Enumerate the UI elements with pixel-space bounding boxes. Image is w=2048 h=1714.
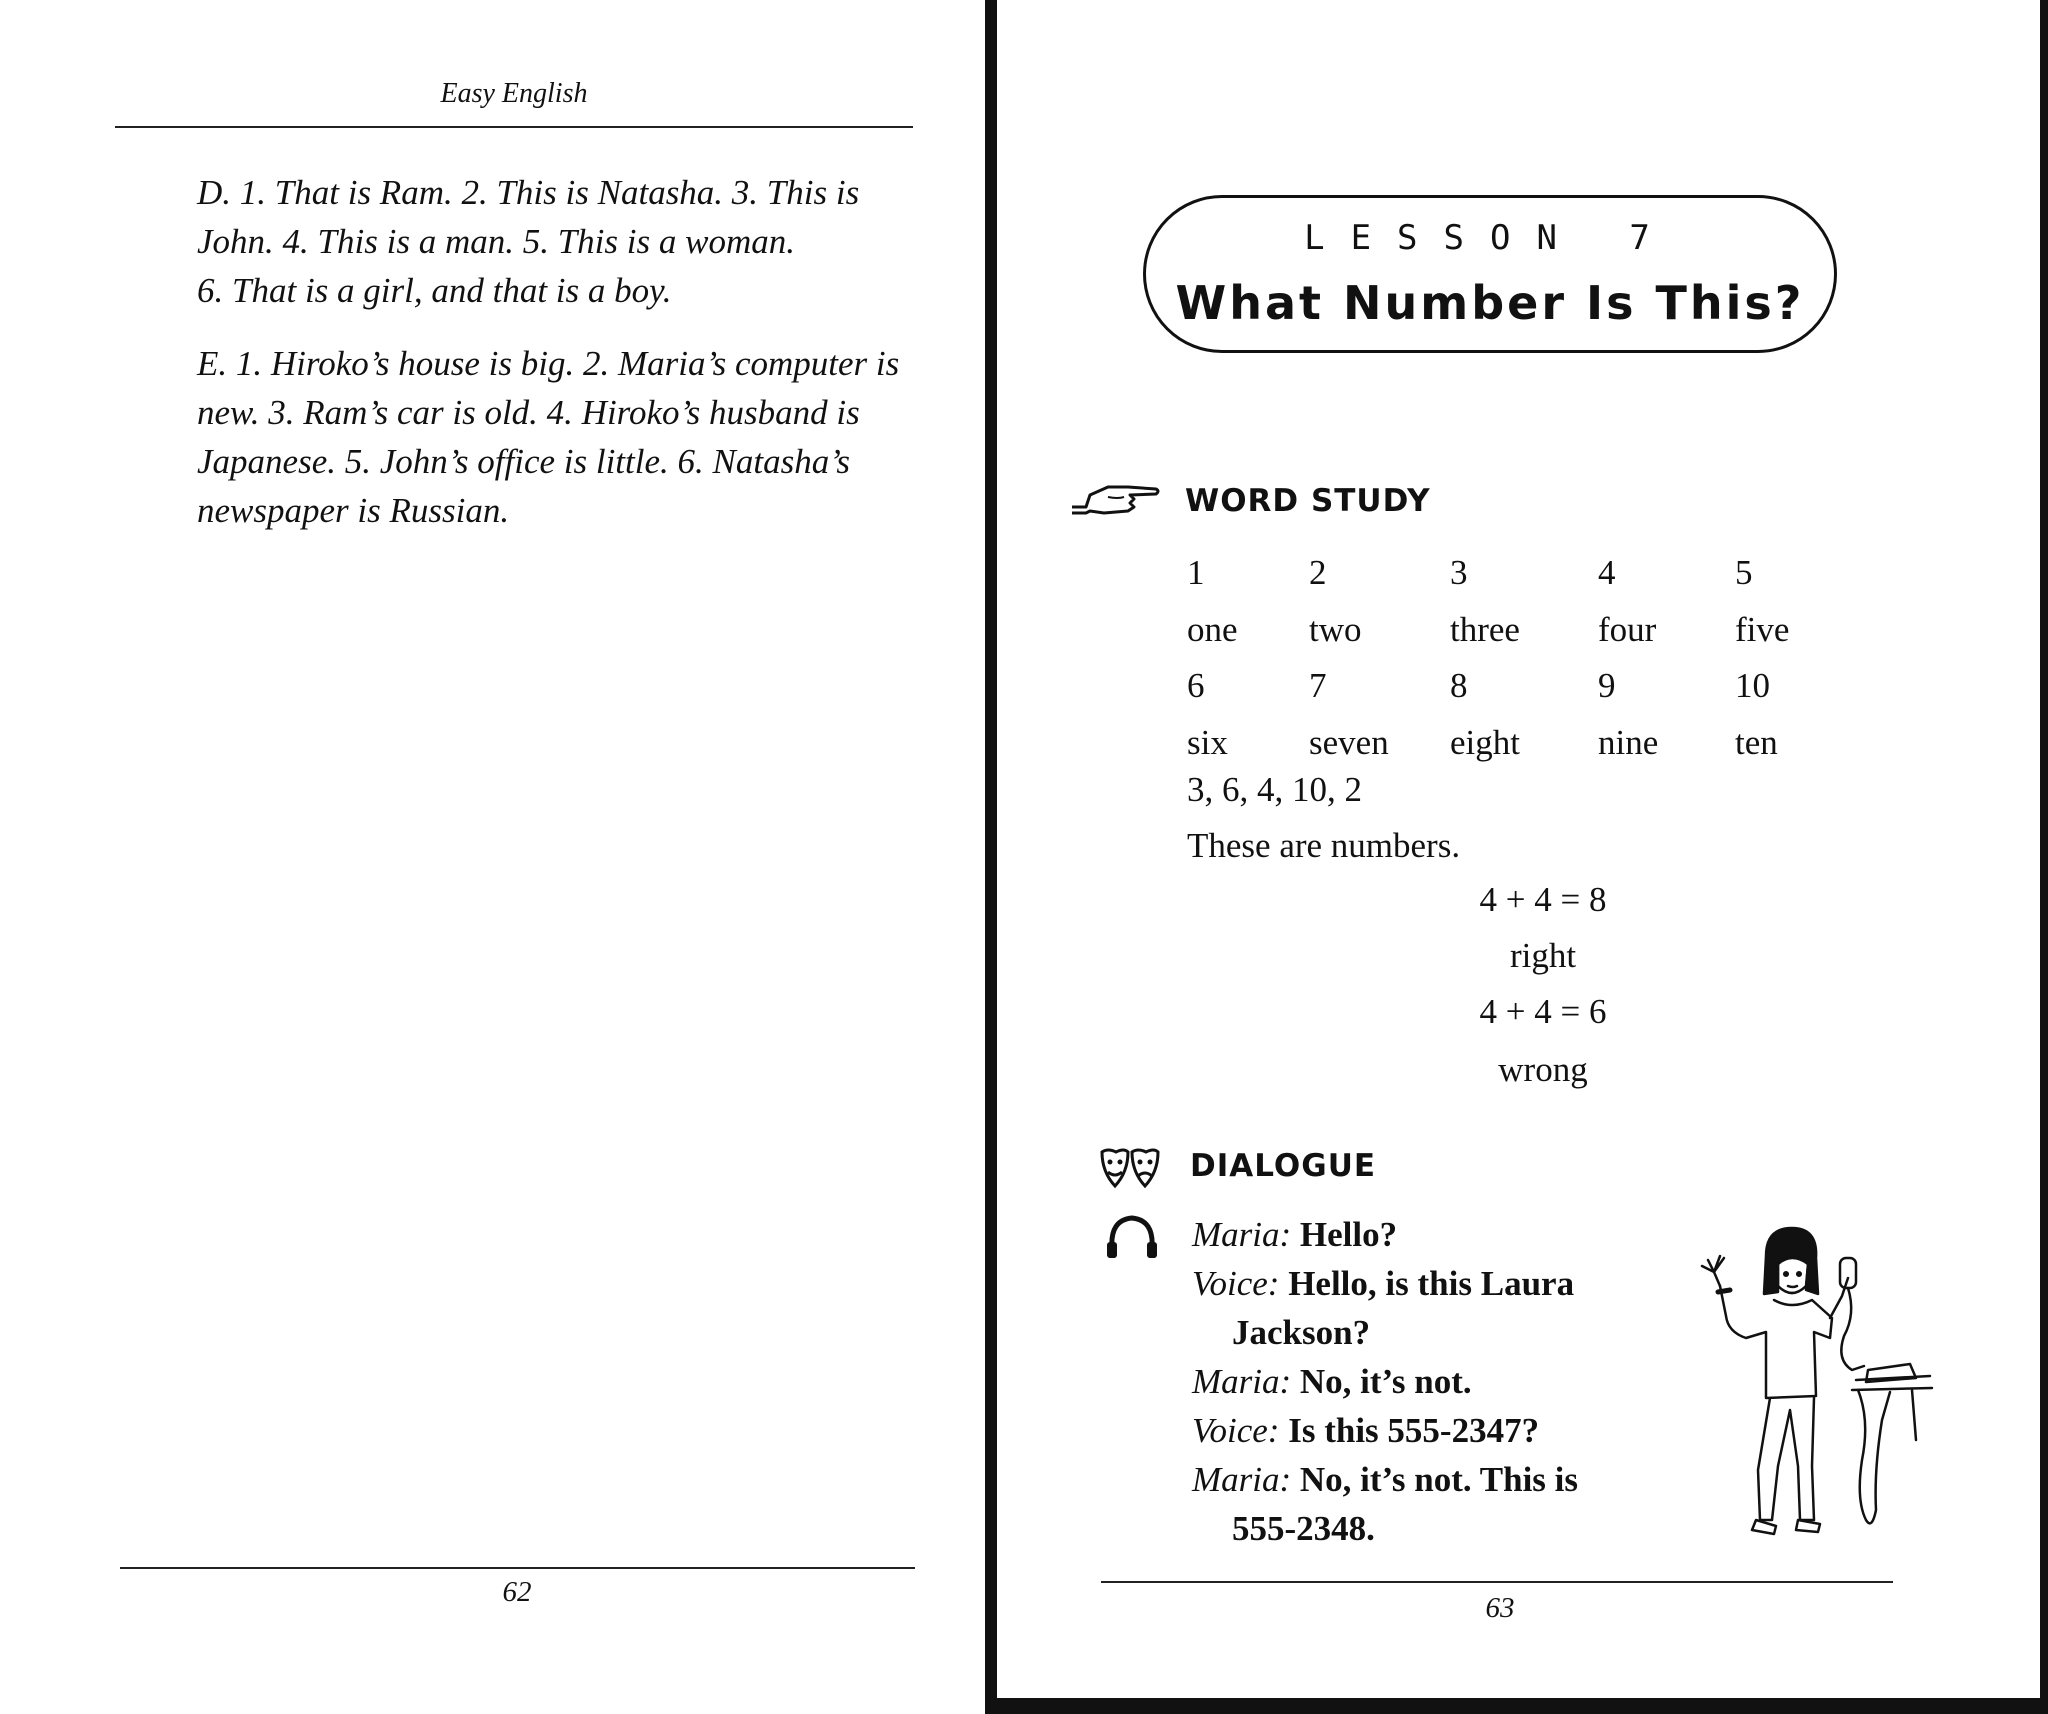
page-edge [2040,0,2048,1714]
answer-paragraph-e [197,339,917,535]
left-page [0,0,985,1714]
dialogue-heading: DIALOGUE [1190,1148,1377,1184]
grid-cell: 8 [1450,666,1468,705]
grid-cell: ten [1735,722,1778,762]
equation-wrong: 4 + 4 = 6 [1479,992,1607,1031]
dialogue-line [1192,1210,1632,1259]
number-sequence: 3, 6, 4, 10, 2 [1187,770,1362,809]
speaker-name: Voice: [1192,1411,1280,1450]
grid-cell: six [1187,722,1228,762]
speaker-name: Maria: [1192,1362,1292,1401]
speaker-name: Maria: [1192,1460,1292,1499]
book-spine [985,0,997,1714]
dialogue-line [1192,1259,1632,1357]
speech-text: Is this 555-2347? [1288,1411,1540,1450]
headphones-icon [1104,1214,1160,1265]
grid-cell: 4 [1598,553,1616,592]
lesson-title: What Number Is This? [1175,276,1805,330]
footer-rule [1101,1581,1893,1583]
number-grid [1187,545,1815,771]
grid-cell: seven [1309,722,1389,762]
word-study-heading: WORD STUDY [1185,483,1431,519]
grid-cell: 10 [1735,666,1770,705]
answer-line: Japanese. 5. John’s office is little. 6. Natasha’s [197,442,850,481]
dialogue-line [1192,1357,1632,1406]
speech-text: No, it’s not. [1299,1362,1472,1401]
grid-cell: nine [1598,722,1659,762]
grid-cell: 2 [1309,553,1327,592]
dialogue-line [1192,1455,1632,1553]
grid-cell: 5 [1735,553,1753,592]
speech-text: Hello? [1299,1215,1398,1254]
speaker-name: Maria: [1192,1215,1292,1254]
grid-cell: 1 [1187,553,1205,592]
answer-line: John. 4. This is a man. 5. This is a woman. [197,222,795,261]
theater-masks-icon [1098,1146,1162,1199]
numbers-sentence: These are numbers. [1187,826,1461,865]
answer-line: new. 3. Ram’s car is old. 4. Hiroko’s husband is [197,393,860,432]
grid-cell: 9 [1598,666,1616,705]
grid-cell: two [1309,609,1362,649]
dialogue-line [1192,1406,1632,1455]
footer-rule [120,1567,915,1569]
grid-cell: one [1187,609,1238,649]
grid-cell: five [1735,609,1790,649]
grid-cell: eight [1450,722,1520,762]
page-number: 63 [1485,1592,1515,1624]
speech-text: Hello, is this Laura Jackson? [1232,1264,1575,1352]
grid-cell: 6 [1187,666,1205,705]
answer-line: D. 1. That is Ram. 2. This is Natasha. 3. This is [197,173,860,212]
equation-right: 4 + 4 = 8 [1479,880,1607,919]
speaker-name: Voice: [1192,1264,1280,1303]
speech-text: No, it’s not. This is 555-2348. [1232,1460,1579,1548]
label-wrong: wrong [1498,1050,1588,1089]
lesson-label: LESSON 7 [1304,218,1676,258]
page-number: 62 [502,1576,532,1608]
answer-line: 6. That is a girl, and that is a boy. [197,271,672,310]
pointing-hand-icon [1068,477,1162,526]
answer-line: E. 1. Hiroko’s house is big. 2. Maria’s computer is [197,344,900,383]
grid-cell: four [1598,609,1657,649]
header-rule [115,126,913,128]
running-head: Easy English [440,78,588,109]
grid-cell: 3 [1450,553,1468,592]
label-right: right [1509,936,1577,975]
dialogue-script [1192,1210,1632,1553]
page-shadow [985,1698,2048,1714]
woman-on-phone-illustration [1680,1220,1940,1565]
answer-line: newspaper is Russian. [197,491,510,530]
grid-cell: three [1450,609,1520,649]
lesson-banner [1143,195,1837,353]
answer-paragraph-d [197,168,917,315]
grid-cell: 7 [1309,666,1327,705]
